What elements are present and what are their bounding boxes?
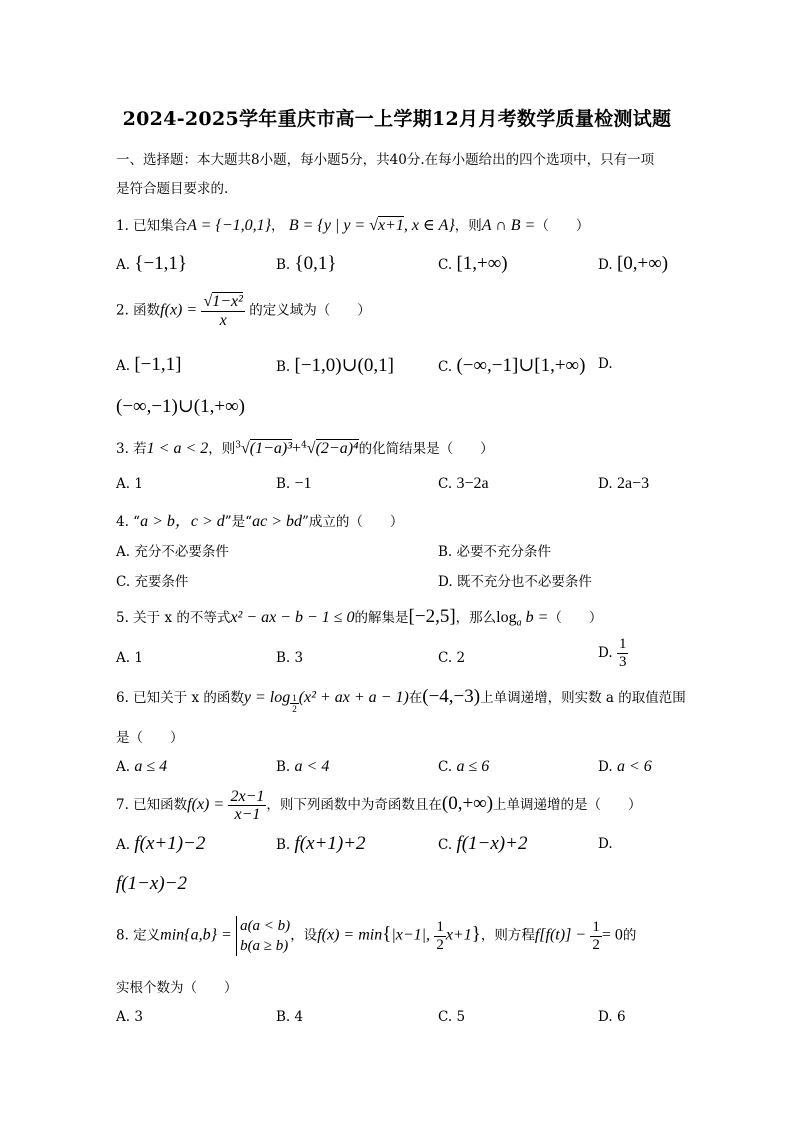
option-6a[interactable] bbox=[116, 758, 167, 776]
option-value: a < 4 bbox=[294, 758, 330, 775]
fraction-numerator: 1 bbox=[292, 693, 297, 703]
question-1-expr: A ∩ B = bbox=[481, 217, 536, 234]
option-label: D. bbox=[438, 574, 453, 590]
question-3-mid: ，则 bbox=[208, 441, 236, 457]
sqrt-sign: √ bbox=[369, 217, 378, 234]
question-8-arg1: |x−1|, bbox=[391, 926, 431, 944]
question-7-prefix: 7. 已知函数 bbox=[116, 797, 188, 813]
option-1a[interactable] bbox=[116, 253, 187, 275]
piecewise-case-1: a(a < b) bbox=[240, 918, 291, 934]
root-index: 4 bbox=[301, 440, 307, 451]
option-3a[interactable] bbox=[116, 476, 143, 492]
question-7-tail: 上单调递增的是（ ） bbox=[493, 797, 642, 813]
question-1-tail: ，则 bbox=[454, 218, 482, 234]
question-2-fraction bbox=[201, 293, 244, 329]
option-value: f(1−x)+2 bbox=[456, 833, 528, 854]
option-label: B. bbox=[276, 257, 291, 273]
option-value: 4 bbox=[294, 1009, 304, 1025]
option-label: A. bbox=[116, 476, 131, 492]
option-3c[interactable] bbox=[438, 475, 489, 493]
question-8-prefix: 8. 定义 bbox=[116, 927, 161, 944]
question-1 bbox=[116, 214, 589, 235]
question-2-prefix: 2. 函数 bbox=[116, 302, 161, 319]
question-5-log-base: a bbox=[516, 617, 522, 629]
option-value: a ≤ 6 bbox=[456, 758, 490, 775]
option-7c[interactable] bbox=[438, 833, 527, 855]
question-8-min-def: min{a,b} = bbox=[160, 926, 232, 944]
question-1-prefix: 1. 已知集合 bbox=[116, 218, 188, 234]
question-6-fn-arg: (x² + ax + a − 1) bbox=[298, 689, 409, 706]
section-instructions-line1: 一、选择题：本大题共8小题，每小题5分，共40分.在每小题给出的四个选项中，只有一项 bbox=[116, 152, 655, 168]
option-label: D. bbox=[598, 1009, 613, 1025]
fraction-denominator: 2 bbox=[436, 936, 444, 953]
option-label: D. bbox=[598, 645, 613, 661]
question-4-p1: a > b，c > d bbox=[140, 513, 225, 530]
option-value: 既不充分也不必要条件 bbox=[456, 574, 592, 590]
option-value: [1,+∞) bbox=[456, 253, 508, 274]
option-label: A. bbox=[116, 759, 131, 775]
question-6-line2: 是（ ） bbox=[116, 730, 184, 746]
option-5d-fraction bbox=[617, 636, 629, 671]
option-value: a ≤ 4 bbox=[134, 758, 168, 775]
question-1-paren: （ ） bbox=[535, 218, 590, 234]
option-8b[interactable] bbox=[276, 1009, 303, 1025]
sqrt-sign: √ bbox=[203, 293, 213, 310]
fraction-numerator: 1 bbox=[436, 918, 444, 935]
option-label: A. bbox=[116, 837, 131, 853]
question-1-comma: ， bbox=[271, 218, 285, 234]
option-label: B. bbox=[276, 359, 291, 375]
question-8-tail: 的 bbox=[622, 927, 637, 944]
option-label: A. bbox=[116, 650, 131, 666]
question-8-mid: ，设 bbox=[290, 927, 318, 944]
question-4-tail: ”成立的（ ） bbox=[302, 514, 404, 530]
option-value: 5 bbox=[456, 1009, 466, 1025]
question-2-denominator: x bbox=[219, 312, 227, 329]
option-2b[interactable] bbox=[276, 354, 394, 377]
option-value: [−1,1] bbox=[134, 354, 182, 375]
option-value: 必要不充分条件 bbox=[456, 544, 552, 560]
option-value: 充分不必要条件 bbox=[134, 544, 229, 560]
option-5d[interactable] bbox=[598, 636, 628, 671]
fraction-numerator: 1 bbox=[592, 918, 600, 935]
question-8-fx: f(x) = min bbox=[317, 926, 383, 944]
option-value: {−1,1} bbox=[134, 253, 188, 274]
question-8-equation: f[f(t)] − bbox=[534, 926, 587, 944]
question-7-fraction bbox=[228, 788, 266, 823]
question-6-tail: 上单调递增，则实数 a 的取值范围 bbox=[480, 690, 686, 706]
option-3b[interactable] bbox=[276, 475, 312, 493]
fraction-denominator: 3 bbox=[618, 654, 627, 670]
option-8d[interactable] bbox=[598, 1009, 626, 1025]
question-5-inequality: x² − ax − b − 1 ≤ 0 bbox=[230, 609, 355, 626]
option-1b[interactable] bbox=[276, 253, 337, 275]
question-5-mid: 的解集是 bbox=[354, 610, 409, 626]
question-3-expr2: (2−a)⁴ bbox=[315, 440, 359, 457]
question-4-mid: ”是“ bbox=[224, 514, 253, 530]
option-2d-label[interactable]: D. bbox=[598, 356, 613, 372]
option-label: A. bbox=[116, 358, 131, 374]
root-index: 3 bbox=[235, 440, 241, 451]
option-value: a < 6 bbox=[616, 758, 652, 775]
option-label: B. bbox=[276, 759, 291, 775]
option-2c[interactable] bbox=[438, 354, 585, 377]
option-label: A. bbox=[116, 544, 131, 560]
question-5-prefix: 5. 关于 x 的不等式 bbox=[116, 610, 231, 626]
option-value: 6 bbox=[616, 1009, 626, 1025]
option-label: B. bbox=[438, 544, 453, 560]
question-1-set-a: A = {−1,0,1} bbox=[187, 217, 272, 234]
question-7-fx: f(x) = bbox=[187, 796, 225, 813]
option-value: f(1−x)−2 bbox=[116, 873, 188, 894]
question-6-fn-start: y = log bbox=[243, 689, 291, 706]
option-2a[interactable] bbox=[116, 354, 181, 376]
question-6 bbox=[116, 686, 686, 714]
fraction-numerator: 1 bbox=[618, 636, 627, 652]
option-label: C. bbox=[116, 574, 131, 590]
option-value: 2a−3 bbox=[616, 475, 650, 492]
question-8-mid2: ，则方程 bbox=[480, 927, 535, 944]
question-7-mid: ，则下列函数中为奇函数且在 bbox=[266, 797, 442, 813]
question-8-equation-end: = 0 bbox=[601, 926, 623, 944]
option-label: C. bbox=[438, 476, 453, 492]
option-4d[interactable] bbox=[438, 570, 592, 590]
option-label: B. bbox=[276, 650, 291, 666]
option-2d[interactable] bbox=[116, 395, 245, 418]
option-label: D. bbox=[598, 257, 613, 273]
question-5-log-arg: b = bbox=[521, 609, 549, 626]
option-6d[interactable] bbox=[598, 758, 652, 776]
question-6-mid: 在 bbox=[408, 690, 423, 706]
question-5-mid2: ，那么 bbox=[455, 610, 497, 626]
question-8 bbox=[116, 916, 636, 956]
option-4c[interactable] bbox=[116, 570, 188, 590]
question-8-arg2: x+1 bbox=[445, 926, 472, 944]
option-4b[interactable] bbox=[438, 540, 551, 560]
question-5-interval: [−2,5] bbox=[408, 606, 456, 627]
sqrt-sign: √ bbox=[306, 440, 316, 457]
fraction-denominator: x−1 bbox=[234, 806, 261, 823]
option-label: D. bbox=[598, 476, 613, 492]
option-3d[interactable] bbox=[598, 475, 649, 493]
option-value: 1 bbox=[134, 476, 143, 492]
question-2-tail: 的定义域为（ ） bbox=[249, 302, 371, 319]
piecewise-case-2: b(a ≥ b) bbox=[240, 938, 289, 954]
option-label: B. bbox=[276, 1009, 291, 1025]
option-5c[interactable] bbox=[438, 650, 465, 666]
question-5-log: log bbox=[496, 609, 517, 626]
option-value: 3−2a bbox=[456, 475, 489, 492]
option-value: f(x+1)+2 bbox=[294, 833, 366, 854]
option-value: 充要条件 bbox=[134, 574, 189, 590]
option-value: −1 bbox=[294, 475, 312, 492]
fraction-denominator: 2 bbox=[592, 936, 600, 953]
question-2 bbox=[116, 293, 371, 329]
option-value: (−∞,−1]∪[1,+∞) bbox=[456, 355, 586, 376]
fraction-denominator: 2 bbox=[292, 704, 297, 714]
sqrt-sign: √ bbox=[241, 440, 250, 457]
option-value: 2 bbox=[456, 650, 466, 666]
option-1d[interactable] bbox=[598, 253, 668, 275]
question-3-tail: 的化简结果是（ ） bbox=[358, 441, 494, 457]
option-7d[interactable] bbox=[116, 873, 187, 895]
option-1c[interactable] bbox=[438, 253, 508, 275]
option-label: A. bbox=[116, 257, 131, 273]
question-5 bbox=[116, 606, 602, 629]
question-4-prefix: 4. “ bbox=[116, 514, 141, 530]
question-3-expr1: (1−a)³ bbox=[249, 440, 293, 457]
question-8-piecewise bbox=[236, 916, 290, 956]
page-title: 2024-2025学年重庆市高一上学期12月月考数学质量检测试题 bbox=[122, 108, 672, 130]
option-value: (−∞,−1)∪(1,+∞) bbox=[116, 396, 245, 417]
option-8a[interactable] bbox=[116, 1009, 143, 1025]
option-value: f(x+1)−2 bbox=[134, 833, 206, 854]
plus-sign: + bbox=[292, 440, 302, 457]
question-8-half bbox=[434, 919, 446, 954]
question-3-prefix: 3. 若 bbox=[116, 441, 147, 457]
question-7 bbox=[116, 788, 642, 823]
question-4 bbox=[116, 508, 403, 531]
option-value: {0,1} bbox=[294, 253, 337, 274]
brace-left: { bbox=[382, 923, 392, 945]
option-label: C. bbox=[438, 650, 453, 666]
option-label: C. bbox=[438, 359, 453, 375]
option-6c[interactable] bbox=[438, 758, 489, 776]
section-instructions-line2: 是符合题目要求的. bbox=[116, 181, 229, 197]
question-2-fx: f(x) = bbox=[160, 301, 198, 319]
brace-right: } bbox=[471, 923, 481, 945]
option-6b[interactable] bbox=[276, 758, 329, 776]
question-1-set-b-end: , x ∈ A} bbox=[403, 217, 455, 234]
option-7d-label[interactable]: D. bbox=[598, 836, 613, 852]
option-label: C. bbox=[438, 837, 453, 853]
question-4-p2: ac > bd bbox=[252, 513, 302, 530]
option-label: C. bbox=[438, 257, 453, 273]
question-3-condition: 1 < a < 2 bbox=[146, 440, 209, 457]
option-value: [0,+∞) bbox=[616, 253, 669, 274]
option-label: D. bbox=[598, 759, 613, 775]
option-5b[interactable] bbox=[276, 650, 303, 666]
option-7b[interactable] bbox=[276, 833, 366, 855]
option-7a[interactable] bbox=[116, 833, 205, 855]
option-value: 1 bbox=[134, 650, 143, 666]
question-7-interval: (0,+∞) bbox=[441, 793, 494, 814]
question-8-line2: 实根个数为（ ） bbox=[116, 980, 238, 996]
question-1-set-b-start: B = {y | y = bbox=[288, 217, 370, 234]
question-6-log-base bbox=[290, 693, 299, 714]
option-label: C. bbox=[438, 759, 453, 775]
question-6-prefix: 6. 已知关于 x 的函数 bbox=[116, 690, 244, 706]
option-8c[interactable] bbox=[438, 1009, 465, 1025]
option-label: B. bbox=[276, 476, 291, 492]
question-6-interval: (−4,−3) bbox=[422, 686, 481, 707]
question-5-tail: （ ） bbox=[548, 610, 603, 626]
option-label: A. bbox=[116, 1009, 131, 1025]
option-value: 3 bbox=[134, 1009, 143, 1025]
question-8-half-2 bbox=[590, 919, 602, 954]
option-label: B. bbox=[276, 837, 291, 853]
question-3 bbox=[116, 437, 494, 458]
option-5a[interactable] bbox=[116, 650, 143, 666]
option-4a[interactable] bbox=[116, 540, 229, 560]
option-value: [−1,0)∪(0,1] bbox=[294, 355, 394, 376]
fraction-numerator: 2x−1 bbox=[230, 788, 265, 805]
question-2-numerator: 1−x² bbox=[212, 293, 243, 310]
question-1-set-b-radicand: x+1 bbox=[378, 217, 404, 234]
option-value: 3 bbox=[294, 650, 304, 666]
option-label: C. bbox=[438, 1009, 453, 1025]
